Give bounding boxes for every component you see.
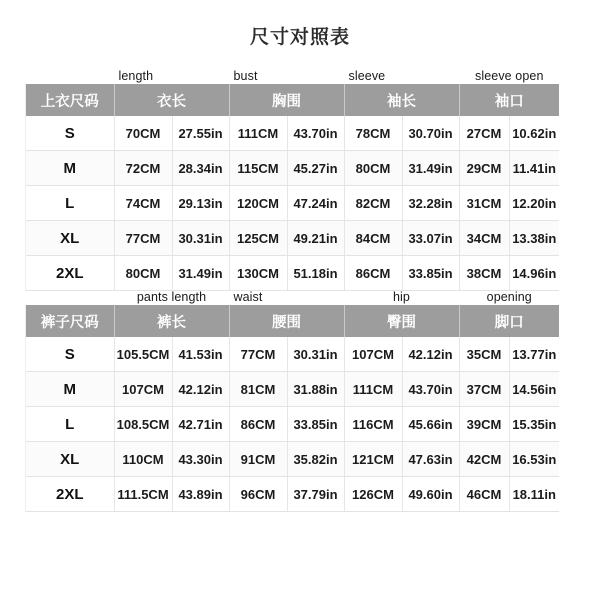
pants-cell: 86CM — [229, 407, 287, 442]
tops-cell: 10.62in — [509, 116, 559, 151]
pants-cell: 107CM — [344, 337, 402, 372]
tops-cell: 49.21in — [287, 221, 344, 256]
pants-header-en-label-2: hip — [393, 290, 410, 304]
pants-cell: 43.30in — [172, 442, 229, 477]
table-row — [26, 151, 559, 186]
pants-cell: 126CM — [344, 477, 402, 512]
tops-cell: 82CM — [344, 186, 402, 221]
tops-cell: 28.34in — [172, 151, 229, 186]
tops-cell: 30.31in — [172, 221, 229, 256]
pants-cell: 33.85in — [287, 407, 344, 442]
pants-cell: 42.12in — [172, 372, 229, 407]
pants-cell: 35.82in — [287, 442, 344, 477]
tops-cell: 34CM — [459, 221, 509, 256]
tops-cell: 33.85in — [402, 256, 459, 291]
tops-header-size: 上衣尺码 — [26, 84, 114, 116]
pants-header-en-label-0: pants length — [136, 290, 207, 304]
tops-cell: 70CM — [114, 116, 172, 151]
tops-cell: 27.55in — [172, 116, 229, 151]
tops-cell: 14.96in — [509, 256, 559, 291]
tops-cell: 33.07in — [402, 221, 459, 256]
pants-cell: 43.89in — [172, 477, 229, 512]
pants-cell: 111CM — [344, 372, 402, 407]
pants-header-opening — [459, 290, 559, 337]
tops-header-en-label-0: length — [118, 69, 154, 83]
pants-cell: 105.5CM — [114, 337, 172, 372]
pants-header-cn-label-1: 腰围 — [272, 314, 301, 331]
pants-row-size: S — [26, 337, 114, 372]
tops-cell: 12.20in — [509, 186, 559, 221]
tops-cell: 51.18in — [287, 256, 344, 291]
tops-cell: 31.49in — [172, 256, 229, 291]
tops-cell: 120CM — [229, 186, 287, 221]
tops-cell: 130CM — [229, 256, 287, 291]
tops-cell: 72CM — [114, 151, 172, 186]
pants-header-size: 裤子尺码 — [26, 305, 114, 337]
tops-cell: 80CM — [114, 256, 172, 291]
tops-table-header — [26, 69, 559, 116]
table-row — [26, 116, 559, 151]
tops-cell: 11.41in — [509, 151, 559, 186]
pants-cell: 46CM — [459, 477, 509, 512]
table-row — [26, 221, 559, 256]
pants-header-pants-length — [114, 290, 229, 337]
tops-header-row — [26, 84, 559, 116]
tops-cell: 74CM — [114, 186, 172, 221]
tops-table-body — [26, 116, 559, 291]
tops-cell: 47.24in — [287, 186, 344, 221]
pants-cell: 35CM — [459, 337, 509, 372]
tops-cell: 125CM — [229, 221, 287, 256]
tops-cell: 80CM — [344, 151, 402, 186]
tops-cell: 84CM — [344, 221, 402, 256]
tops-cell: 31CM — [459, 186, 509, 221]
tops-header-sleeve — [344, 69, 459, 116]
pants-cell: 110CM — [114, 442, 172, 477]
page-title: 尺寸对照表 — [249, 27, 350, 48]
pants-cell: 47.63in — [402, 442, 459, 477]
tops-cell: 45.27in — [287, 151, 344, 186]
pants-row-size: L — [26, 407, 114, 442]
pants-cell: 121CM — [344, 442, 402, 477]
tops-row-size: S — [26, 116, 114, 151]
table-row — [26, 442, 559, 477]
table-row — [26, 256, 559, 291]
tops-cell: 32.28in — [402, 186, 459, 221]
pants-size-table — [26, 290, 559, 512]
tops-cell: 13.38in — [509, 221, 559, 256]
page-title-clipped-region — [0, 0, 600, 58]
tops-header-cn-label-1: 胸围 — [272, 93, 301, 110]
pants-cell: 49.60in — [402, 477, 459, 512]
tops-cell: 115CM — [229, 151, 287, 186]
pants-cell: 43.70in — [402, 372, 459, 407]
table-row — [26, 477, 559, 512]
pants-cell: 15.35in — [509, 407, 559, 442]
pants-cell: 108.5CM — [114, 407, 172, 442]
pants-table-header — [26, 290, 559, 337]
pants-cell: 37CM — [459, 372, 509, 407]
tops-cell: 78CM — [344, 116, 402, 151]
pants-cell: 13.77in — [509, 337, 559, 372]
tops-cell: 77CM — [114, 221, 172, 256]
pants-cell: 30.31in — [287, 337, 344, 372]
pants-header-hip — [344, 290, 459, 337]
pants-cell: 96CM — [229, 477, 287, 512]
pants-cell: 16.53in — [509, 442, 559, 477]
tops-cell: 111CM — [229, 116, 287, 151]
pants-table-body — [26, 337, 559, 512]
tops-header-en-label-1: bust — [233, 69, 258, 83]
pants-cell: 91CM — [229, 442, 287, 477]
pants-cell: 31.88in — [287, 372, 344, 407]
pants-cell: 45.66in — [402, 407, 459, 442]
tops-row-size: M — [26, 151, 114, 186]
pants-cell: 77CM — [229, 337, 287, 372]
tops-header-cn-label-2: 袖长 — [387, 93, 416, 110]
pants-header-en-label-3: opening — [486, 290, 532, 304]
tops-cell: 29CM — [459, 151, 509, 186]
pants-cell: 42.12in — [402, 337, 459, 372]
tops-cell: 43.70in — [287, 116, 344, 151]
table-row — [26, 372, 559, 407]
pants-cell: 107CM — [114, 372, 172, 407]
pants-cell: 18.11in — [509, 477, 559, 512]
pants-cell: 116CM — [344, 407, 402, 442]
tops-header-en-label-3: sleeve open — [474, 69, 544, 83]
tops-cell: 31.49in — [402, 151, 459, 186]
tops-row-size: 2XL — [26, 256, 114, 291]
pants-size-table-block — [25, 290, 558, 512]
pants-header-cn-label-0: 裤长 — [157, 314, 186, 331]
pants-header-waist — [229, 290, 344, 337]
pants-row-size: 2XL — [26, 477, 114, 512]
tops-header-cn-label-3: 袖口 — [494, 93, 524, 110]
tops-cell: 86CM — [344, 256, 402, 291]
pants-header-cn-label-3: 脚口 — [494, 314, 524, 331]
tops-cell: 29.13in — [172, 186, 229, 221]
tops-cell: 27CM — [459, 116, 509, 151]
pants-cell: 14.56in — [509, 372, 559, 407]
pants-row-size: XL — [26, 442, 114, 477]
tops-size-table-block — [25, 69, 558, 291]
table-row — [26, 186, 559, 221]
pants-row-size: M — [26, 372, 114, 407]
tops-header-sleeve-open — [459, 69, 559, 116]
table-row — [26, 337, 559, 372]
pants-cell: 37.79in — [287, 477, 344, 512]
tops-cell: 38CM — [459, 256, 509, 291]
tops-row-size: L — [26, 186, 114, 221]
tops-header-en-label-2: sleeve — [348, 69, 386, 83]
pants-header-en-label-1: waist — [233, 290, 263, 304]
pants-cell: 41.53in — [172, 337, 229, 372]
tops-header-bust — [229, 69, 344, 116]
pants-cell: 42.71in — [172, 407, 229, 442]
pants-cell: 42CM — [459, 442, 509, 477]
pants-header-row — [26, 305, 559, 337]
tops-header-cn-label-0: 衣长 — [157, 93, 186, 110]
tops-header-length — [114, 69, 229, 116]
pants-cell: 39CM — [459, 407, 509, 442]
pants-cell: 81CM — [229, 372, 287, 407]
tops-row-size: XL — [26, 221, 114, 256]
tops-size-table — [26, 69, 559, 291]
pants-cell: 111.5CM — [114, 477, 172, 512]
table-row — [26, 407, 559, 442]
tops-cell: 30.70in — [402, 116, 459, 151]
pants-header-cn-label-2: 臀围 — [387, 314, 416, 331]
